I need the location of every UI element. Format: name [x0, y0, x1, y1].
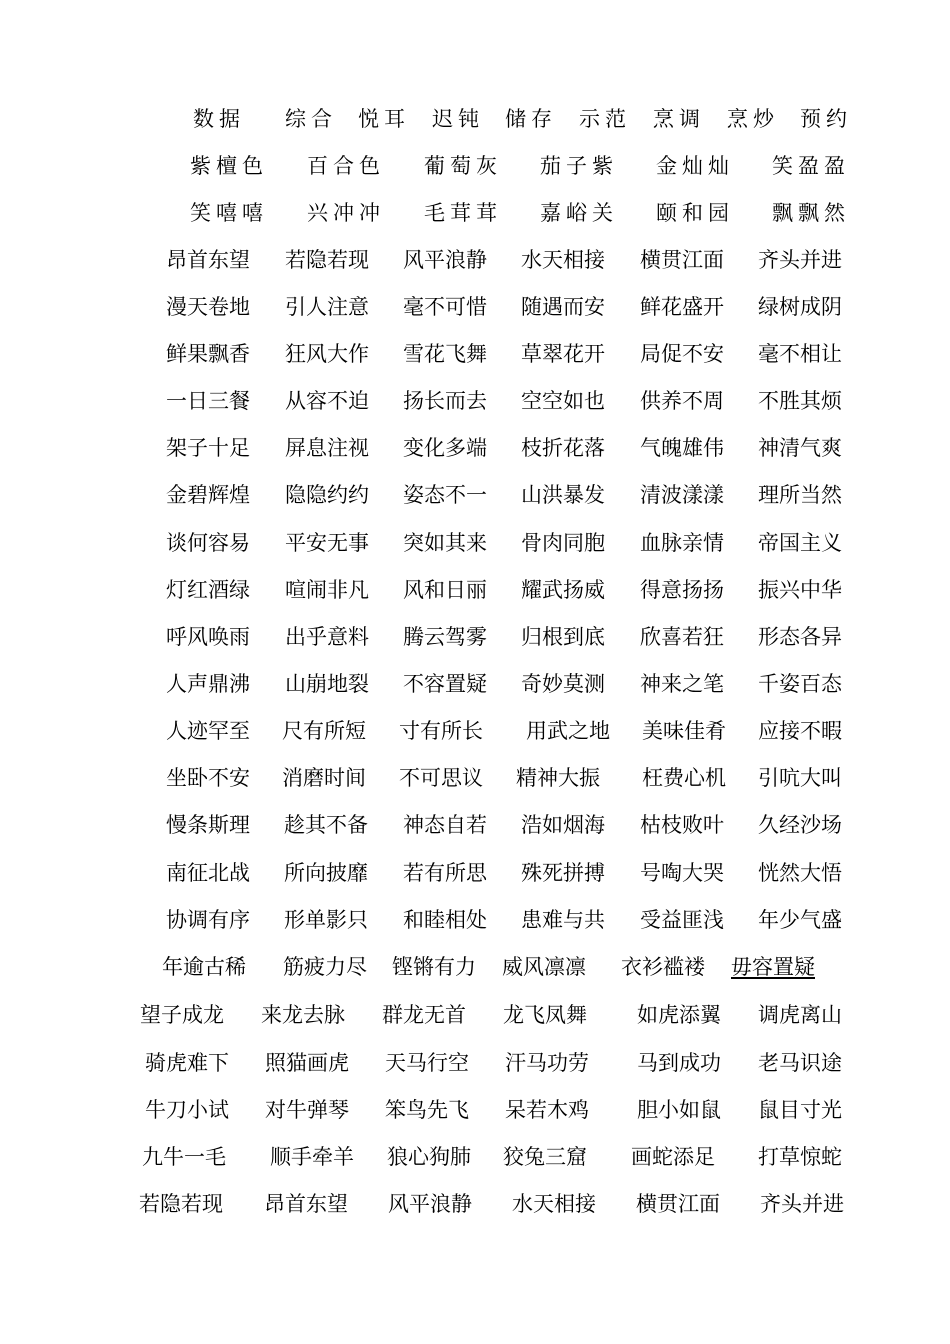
word: 威风凛凛	[502, 955, 586, 979]
word-row-9	[0, 480, 950, 510]
word: 人声鼎沸	[166, 672, 250, 696]
word: 喧闹非凡	[285, 578, 369, 602]
word: 局促不安	[640, 342, 724, 366]
word: 对牛弹琴	[265, 1098, 349, 1122]
word-row-8	[0, 433, 950, 463]
word: 振兴中华	[758, 578, 842, 602]
word: 耀武扬威	[521, 578, 605, 602]
word: 毫不相让	[758, 342, 842, 366]
word: 群龙无首	[382, 1003, 466, 1027]
word: 齐头并进	[760, 1192, 844, 1216]
word: 昂首东望	[264, 1192, 348, 1216]
word: 老马识途	[758, 1051, 842, 1075]
word: 患难与共	[521, 908, 605, 932]
word: 骨肉同胞	[521, 531, 605, 555]
word: 奇妙莫测	[521, 672, 605, 696]
word: 出乎意料	[285, 625, 369, 649]
word: 雪花飞舞	[403, 342, 487, 366]
word-row-20	[0, 1000, 950, 1030]
word: 扬长而去	[403, 389, 487, 413]
word: 狡兔三窟	[503, 1145, 587, 1169]
word: 形单影只	[284, 908, 368, 932]
word: 飘飘然	[772, 201, 850, 225]
word: 受益匪浅	[640, 908, 724, 932]
word: 枯枝败叶	[640, 813, 724, 837]
word: 从容不迫	[285, 389, 369, 413]
word: 形态各异	[758, 625, 842, 649]
word: 灯红酒绿	[166, 578, 250, 602]
word: 顺手牵羊	[270, 1145, 354, 1169]
word: 趁其不备	[284, 813, 368, 837]
word: 马到成功	[637, 1051, 721, 1075]
word: 坐卧不安	[166, 766, 250, 790]
word: 金灿灿	[656, 154, 734, 178]
word-row-13	[0, 669, 950, 699]
word-row-18	[0, 905, 950, 935]
word: 呼风唤雨	[166, 625, 250, 649]
word: 尺有所短	[282, 719, 366, 743]
word-row-2	[0, 151, 950, 181]
word: 和睦相处	[403, 908, 487, 932]
word: 衣衫褴褛	[621, 955, 705, 979]
word-row-5	[0, 292, 950, 322]
word: 消磨时间	[282, 766, 366, 790]
word: 不可思议	[399, 766, 483, 790]
word: 呆若木鸡	[505, 1098, 589, 1122]
word: 笑盈盈	[772, 154, 850, 178]
word: 数据	[193, 107, 245, 131]
word: 画蛇添足	[631, 1145, 715, 1169]
word: 照猫画虎	[265, 1051, 349, 1075]
word: 突如其来	[403, 531, 487, 555]
word: 应接不暇	[758, 719, 842, 743]
word: 胆小如鼠	[637, 1098, 721, 1122]
word-row-22	[0, 1095, 950, 1125]
word: 铿锵有力	[392, 955, 476, 979]
word: 昂首东望	[166, 248, 250, 272]
word: 紫檀色	[190, 154, 268, 178]
word-row-15	[0, 763, 950, 793]
word: 金碧辉煌	[166, 483, 250, 507]
word-row-3	[0, 198, 950, 228]
word: 笑嘻嘻	[190, 201, 268, 225]
word: 南征北战	[166, 861, 250, 885]
word-row-4	[0, 245, 950, 275]
word: 笨鸟先飞	[385, 1098, 469, 1122]
word: 鲜果飘香	[166, 342, 250, 366]
word: 漫天卷地	[166, 295, 250, 319]
word: 风平浪静	[388, 1192, 472, 1216]
word: 年逾古稀	[162, 955, 246, 979]
word: 来龙去脉	[261, 1003, 345, 1027]
word: 神来之笔	[640, 672, 724, 696]
word: 毛茸茸	[424, 201, 502, 225]
word: 储存	[505, 107, 557, 131]
word: 横贯江面	[636, 1192, 720, 1216]
word: 若隐若现	[285, 248, 369, 272]
word: 姿态不一	[403, 483, 487, 507]
word: 气魄雄伟	[640, 436, 724, 460]
word: 山崩地裂	[285, 672, 369, 696]
word-row-16	[0, 810, 950, 840]
word: 引人注意	[285, 295, 369, 319]
word: 理所当然	[758, 483, 842, 507]
word: 筋疲力尽	[283, 955, 367, 979]
word: 若有所思	[403, 861, 487, 885]
word-row-21	[0, 1048, 950, 1078]
word: 用武之地	[526, 719, 610, 743]
word: 若隐若现	[139, 1192, 223, 1216]
word: 清波漾漾	[640, 483, 724, 507]
word-row-14	[0, 716, 950, 746]
word: 兴冲冲	[307, 201, 385, 225]
word: 风和日丽	[403, 578, 487, 602]
word: 综合	[285, 107, 337, 131]
word: 人迹罕至	[166, 719, 250, 743]
word: 如虎添翼	[637, 1003, 721, 1027]
word: 狼心狗肺	[387, 1145, 471, 1169]
word: 九牛一毛	[142, 1145, 226, 1169]
word: 百合色	[307, 154, 385, 178]
word: 山洪暴发	[521, 483, 605, 507]
word-row-1	[0, 104, 950, 134]
word: 嘉峪关	[540, 201, 618, 225]
word: 千姿百态	[758, 672, 842, 696]
word: 欣喜若狂	[640, 625, 724, 649]
word: 悦耳	[358, 107, 410, 131]
word: 骑虎难下	[145, 1051, 229, 1075]
word: 迟钝	[432, 107, 484, 131]
word: 恍然大悟	[758, 861, 842, 885]
word-row-7	[0, 386, 950, 416]
word-row-23	[0, 1142, 950, 1172]
word: 打草惊蛇	[758, 1145, 842, 1169]
word: 葡萄灰	[424, 154, 502, 178]
word: 所向披靡	[284, 861, 368, 885]
word: 帝国主义	[758, 531, 842, 555]
word-row-12	[0, 622, 950, 652]
word: 颐和园	[656, 201, 734, 225]
word-row-24	[0, 1189, 950, 1219]
word: 草翠花开	[521, 342, 605, 366]
word: 牛刀小试	[145, 1098, 229, 1122]
word: 齐头并进	[758, 248, 842, 272]
word: 供养不周	[640, 389, 724, 413]
word: 协调有序	[166, 908, 250, 932]
word: 变化多端	[403, 436, 487, 460]
word: 枉费心机	[642, 766, 726, 790]
word: 神清气爽	[758, 436, 842, 460]
word: 天马行空	[385, 1051, 469, 1075]
word: 浩如烟海	[521, 813, 605, 837]
word: 龙飞凤舞	[503, 1003, 587, 1027]
word: 腾云驾雾	[403, 625, 487, 649]
word: 血脉亲情	[640, 531, 724, 555]
word: 引吭大叫	[758, 766, 842, 790]
word: 水天相接	[521, 248, 605, 272]
word: 得意扬扬	[640, 578, 724, 602]
word: 号啕大哭	[640, 861, 724, 885]
word: 空空如也	[521, 389, 605, 413]
word: 平安无事	[285, 531, 369, 555]
word: 鼠目寸光	[758, 1098, 842, 1122]
word-row-6	[0, 339, 950, 369]
word: 毋容置疑	[731, 955, 815, 979]
word: 调虎离山	[758, 1003, 842, 1027]
word: 狂风大作	[285, 342, 369, 366]
word: 风平浪静	[403, 248, 487, 272]
word: 年少气盛	[758, 908, 842, 932]
word: 枝折花落	[521, 436, 605, 460]
word-row-10	[0, 528, 950, 558]
word: 归根到底	[521, 625, 605, 649]
word: 隐隐约约	[285, 483, 369, 507]
word-row-11	[0, 575, 950, 605]
word: 烹炒	[727, 107, 779, 131]
word: 随遇而安	[521, 295, 605, 319]
word-row-19	[0, 952, 950, 982]
word: 谈何容易	[166, 531, 250, 555]
word: 预约	[800, 107, 852, 131]
word: 不胜其烦	[758, 389, 842, 413]
word: 汗马功劳	[505, 1051, 589, 1075]
word: 精神大振	[516, 766, 600, 790]
word: 慢条斯理	[166, 813, 250, 837]
word: 美味佳肴	[642, 719, 726, 743]
word: 绿树成阴	[758, 295, 842, 319]
word: 示范	[579, 107, 631, 131]
word: 鲜花盛开	[640, 295, 724, 319]
word: 望子成龙	[140, 1003, 224, 1027]
word: 毫不可惜	[403, 295, 487, 319]
word: 横贯江面	[640, 248, 724, 272]
word: 架子十足	[166, 436, 250, 460]
word: 寸有所长	[399, 719, 483, 743]
word: 不容置疑	[403, 672, 487, 696]
word-row-17	[0, 858, 950, 888]
word: 水天相接	[512, 1192, 596, 1216]
word: 久经沙场	[758, 813, 842, 837]
word: 茄子紫	[540, 154, 618, 178]
word: 屏息注视	[285, 436, 369, 460]
word: 一日三餐	[166, 389, 250, 413]
word: 烹调	[653, 107, 705, 131]
word: 殊死拼搏	[521, 861, 605, 885]
word: 神态自若	[403, 813, 487, 837]
